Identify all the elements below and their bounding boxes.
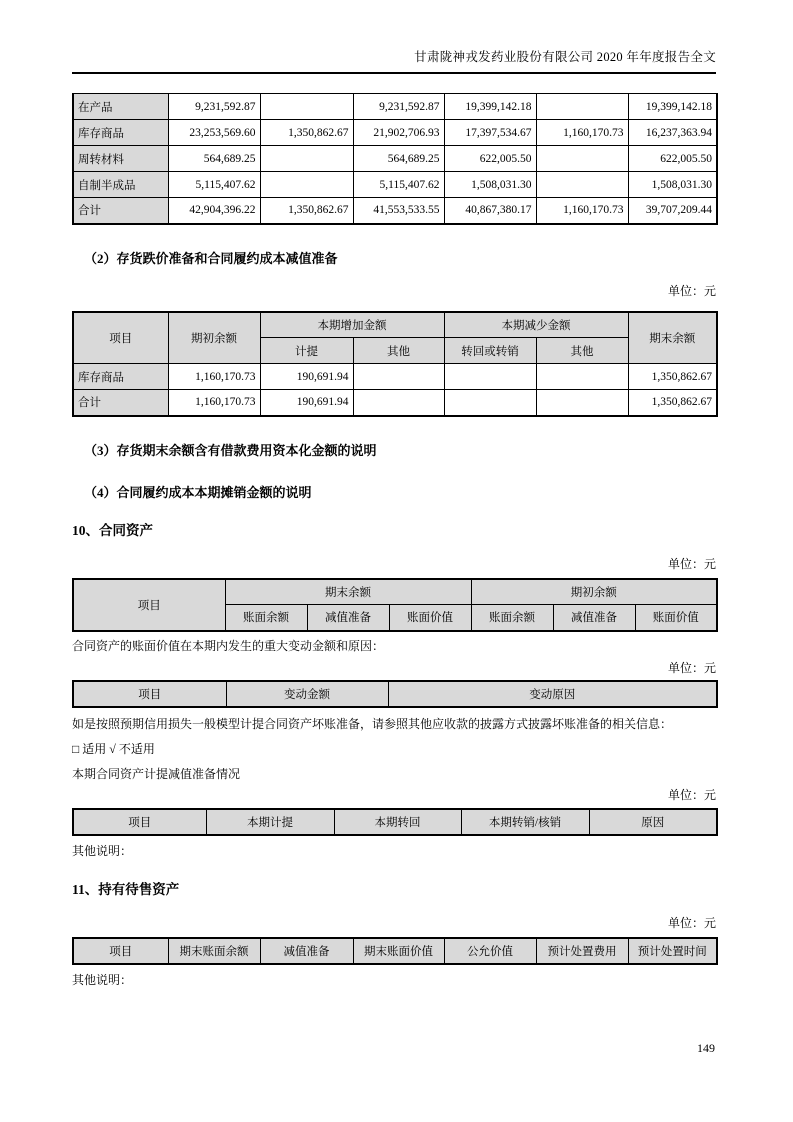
page-number: 149 (697, 1041, 715, 1055)
inventory-value-cell: 1,160,170.73 (536, 120, 628, 146)
inventory-value-cell (260, 146, 353, 172)
inventory-value-cell (260, 94, 353, 120)
inventory-value-cell (536, 146, 628, 172)
inventory-value-cell: 1,350,862.67 (260, 198, 353, 224)
header-cell-other-decrease: 其他 (536, 338, 628, 364)
inventory-row (73, 172, 717, 198)
impairment-item-label: 合计 (73, 390, 168, 416)
inventory-value-cell: 5,115,407.62 (353, 172, 444, 198)
header-cell-reversal: 转回或转销 (444, 338, 536, 364)
inventory-item-label: 在产品 (73, 94, 168, 120)
impairment-value-cell: 1,160,170.73 (168, 364, 260, 390)
significant-change-table (72, 680, 718, 708)
inventory-value-cell (536, 94, 628, 120)
inventory-value-cell: 19,399,142.18 (628, 94, 717, 120)
provision-situation-note: 本期合同资产计提减值准备情况 (72, 766, 241, 781)
inventory-value-cell: 564,689.25 (168, 146, 260, 172)
inventory-value-cell: 1,160,170.73 (536, 198, 628, 224)
header-cell-closing-balance: 期末余额 (225, 579, 471, 605)
impairment-row (73, 364, 717, 390)
unit-label: 单位：元 (667, 915, 716, 930)
inventory-item-label: 合计 (73, 198, 168, 224)
header-cell-decrease: 本期减少金额 (444, 312, 628, 338)
inventory-value-cell: 1,508,031.30 (444, 172, 536, 198)
header-cell-provision: 计提 (260, 338, 353, 364)
unit-label: 单位：元 (667, 787, 716, 802)
inventory-value-cell: 40,867,380.17 (444, 198, 536, 224)
header-cell-book-value: 账面价值 (389, 605, 471, 631)
inventory-value-cell: 23,253,569.60 (168, 120, 260, 146)
inventory-value-cell: 41,553,533.55 (353, 198, 444, 224)
header-cell-item: 项目 (73, 809, 206, 835)
header-cell-current-writeoff: 本期转销/核销 (461, 809, 589, 835)
header-cell-current-reversal: 本期转回 (334, 809, 461, 835)
header-cell-estimated-disposal-cost: 预计处置费用 (536, 938, 628, 964)
header-cell-impairment-provision: 减值准备 (260, 938, 353, 964)
unit-label: 单位：元 (667, 283, 716, 298)
impairment-value-cell: 190,691.94 (260, 364, 353, 390)
inventory-value-cell: 564,689.25 (353, 146, 444, 172)
heading-contract-cost-amortization: （4）合同履约成本本期摊销金额的说明 (84, 484, 312, 500)
impairment-total-row (73, 390, 717, 416)
header-cell-impairment-provision: 减值准备 (553, 605, 635, 631)
heading-inventory-impairment: （2）存货跌价准备和合同履约成本减值准备 (84, 250, 338, 266)
heading-held-for-sale: 11、持有待售资产 (72, 881, 180, 897)
header-cell-item: 项目 (73, 681, 226, 707)
inventory-value-cell: 622,005.50 (444, 146, 536, 172)
inventory-value-cell (260, 172, 353, 198)
header-cell-item: 项目 (73, 312, 168, 364)
header-cell-closing-book-value: 期末账面价值 (353, 938, 444, 964)
other-notes-label: 其他说明： (72, 972, 133, 987)
inventory-value-cell (536, 172, 628, 198)
held-for-sale-header-row (73, 938, 717, 964)
page-content (72, 0, 716, 988)
inventory-total-row (73, 198, 717, 224)
heading-borrowing-cost-note: （3）存货期末余额含有借款费用资本化金额的说明 (84, 442, 377, 458)
header-cell-increase: 本期增加金额 (260, 312, 444, 338)
unit-label: 单位：元 (667, 556, 716, 571)
inventory-value-cell: 39,707,209.44 (628, 198, 717, 224)
inventory-item-label: 自制半成品 (73, 172, 168, 198)
document-header (72, 0, 716, 74)
inventory-item-label: 库存商品 (73, 120, 168, 146)
document-title: 甘肃陇神戎发药业股份有限公司 2020 年年度报告全文 (414, 50, 716, 64)
provision-table-header-row (73, 809, 717, 835)
impairment-header-row (73, 312, 717, 338)
heading-contract-assets: 10、合同资产 (72, 522, 153, 538)
inventory-value-cell: 16,237,363.94 (628, 120, 717, 146)
contract-asset-change-note: 合同资产的账面价值在本期内发生的重大变动金额和原因： (72, 638, 385, 653)
header-cell-book-value: 账面价值 (635, 605, 717, 631)
impairment-value-cell: 1,350,862.67 (628, 364, 717, 390)
header-cell-closing-book-balance: 期末账面余额 (168, 938, 260, 964)
inventory-value-cell: 622,005.50 (628, 146, 717, 172)
inventory-value-cell: 21,902,706.93 (353, 120, 444, 146)
inventory-value-cell: 1,350,862.67 (260, 120, 353, 146)
contract-assets-table (72, 578, 718, 632)
inventory-value-cell: 5,115,407.62 (168, 172, 260, 198)
inventory-row (73, 146, 717, 172)
header-cell-change-reason: 变动原因 (388, 681, 717, 707)
applicability-row: □ 适用 √ 不适用 (72, 741, 155, 756)
header-cell-reason: 原因 (589, 809, 717, 835)
impairment-value-cell (444, 364, 536, 390)
header-cell-opening-balance: 期初余额 (471, 579, 717, 605)
header-cell-opening: 期初余额 (168, 312, 260, 364)
impairment-value-cell: 1,160,170.73 (168, 390, 260, 416)
impairment-value-cell: 1,350,862.67 (628, 390, 717, 416)
impairment-value-cell (536, 364, 628, 390)
impairment-value-cell (536, 390, 628, 416)
inventory-item-label: 周转材料 (73, 146, 168, 172)
inventory-detail-table (72, 93, 718, 225)
inventory-value-cell: 9,231,592.87 (353, 94, 444, 120)
inventory-value-cell: 17,397,534.67 (444, 120, 536, 146)
impairment-provision-table (72, 311, 718, 417)
header-cell-fair-value: 公允价值 (444, 938, 536, 964)
header-cell-closing: 期末余额 (628, 312, 717, 364)
unit-label: 单位：元 (667, 660, 716, 675)
header-cell-book-balance: 账面余额 (225, 605, 307, 631)
header-cell-book-balance: 账面余额 (471, 605, 553, 631)
change-table-header-row (73, 681, 717, 707)
inventory-row (73, 120, 717, 146)
header-cell-impairment-provision: 减值准备 (307, 605, 389, 631)
contract-asset-provision-table (72, 808, 718, 836)
inventory-value-cell: 1,508,031.30 (628, 172, 717, 198)
impairment-value-cell (353, 364, 444, 390)
other-notes-label: 其他说明： (72, 843, 133, 858)
impairment-value-cell: 190,691.94 (260, 390, 353, 416)
header-cell-estimated-disposal-time: 预计处置时间 (628, 938, 717, 964)
inventory-value-cell: 9,231,592.87 (168, 94, 260, 120)
header-cell-item: 项目 (73, 579, 225, 631)
inventory-value-cell: 42,904,396.22 (168, 198, 260, 224)
header-cell-change-amount: 变动金额 (226, 681, 388, 707)
expected-credit-loss-note: 如是按照预期信用损失一般模型计提合同资产坏账准备，请参照其他应收款的披露方式披露坏账准备的相关信息： (72, 716, 673, 731)
impairment-value-cell (353, 390, 444, 416)
inventory-value-cell: 19,399,142.18 (444, 94, 536, 120)
inventory-row (73, 94, 717, 120)
impairment-value-cell (444, 390, 536, 416)
header-cell-item: 项目 (73, 938, 168, 964)
header-cell-other-increase: 其他 (353, 338, 444, 364)
impairment-item-label: 库存商品 (73, 364, 168, 390)
header-cell-current-provision: 本期计提 (206, 809, 334, 835)
contract-assets-header-row (73, 579, 717, 605)
held-for-sale-table (72, 937, 718, 965)
